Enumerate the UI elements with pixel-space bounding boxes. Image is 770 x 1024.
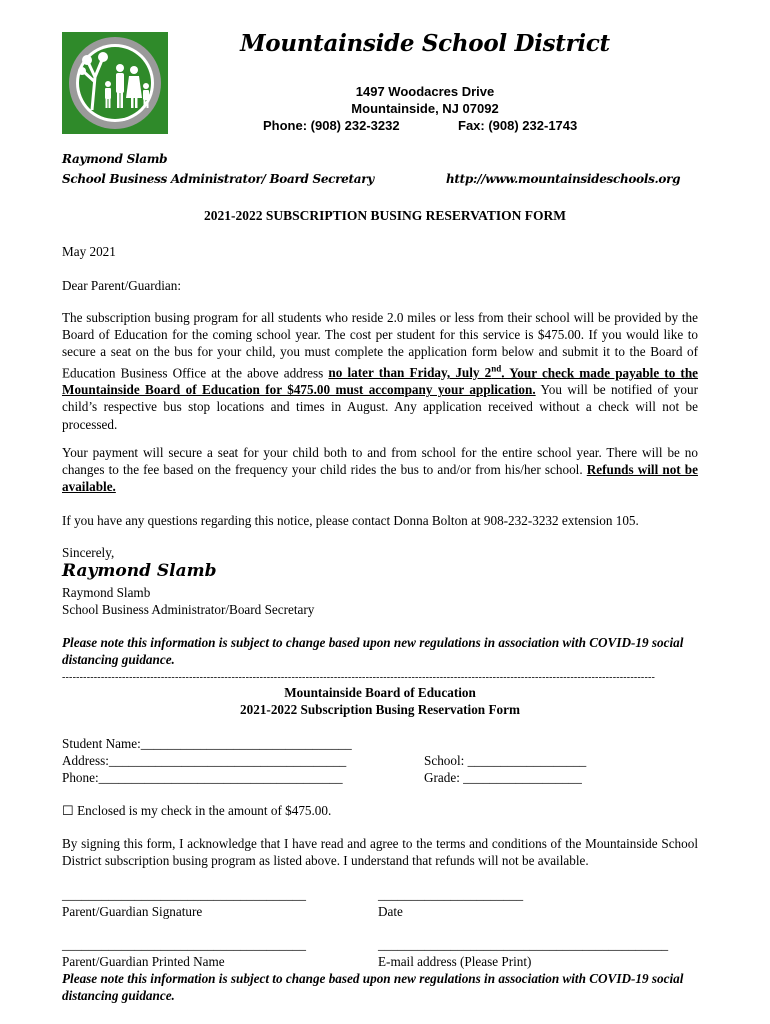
printed-name-line[interactable]: _____________________________________ xyxy=(62,937,306,952)
website-link[interactable]: http://www.mountainsideschools.org xyxy=(446,172,681,186)
signature-label: Parent/Guardian Signature xyxy=(62,904,203,919)
email-label: E-mail address (Please Print) xyxy=(378,954,532,969)
signature: Raymond Slamb xyxy=(62,561,217,581)
paragraph-2 xyxy=(62,444,698,496)
date-label: Date xyxy=(378,904,403,919)
letter-date: May 2021 xyxy=(62,244,116,259)
signer-title: School Business Administrator/Board Secretary xyxy=(62,602,315,617)
address-line-1: 1497 Woodacres Drive xyxy=(355,84,495,99)
form-heading-1: Mountainside Board of Education xyxy=(284,685,476,700)
refunds-notice: Refunds will not be available. xyxy=(62,462,698,495)
school-field[interactable]: School: __________________ xyxy=(424,753,587,768)
admin-name: Raymond Slamb xyxy=(62,152,168,166)
fax-number: Fax: (908) 232-1743 xyxy=(458,118,578,133)
paragraph-2-text: Your payment will secure a seat for your child both to and from school for the entire school year. There will be no changes to the fee based on the frequency your child rides the bus to and/or from his/her school. xyxy=(62,445,698,478)
phone-field[interactable]: Phone:_____________________________________ xyxy=(62,770,343,785)
district-name: Mountainside School District xyxy=(240,30,610,57)
closing: Sincerely, xyxy=(62,545,115,560)
check-requirement: . Your check made payable to the Mountainside Board of Education for $475.00 must accompany your application. xyxy=(62,365,699,398)
address-field[interactable]: Address:____________________________________ xyxy=(62,753,347,768)
paragraph-1-text: The subscription busing program for all students who reside 2.0 miles or less from their school will be provided by the Board of Education for the coming school year. The cost per student for this service is $475.00. If you would like to secure a seat on the bus for your child, you must complete the application form below and submit it to the Board of Education Business Office at the above address xyxy=(62,310,698,380)
cut-line-divider: ------------------------------------------------------------------------------------------------------------------------------------------------------------------------ xyxy=(62,672,656,683)
signer-name: Raymond Slamb xyxy=(62,585,151,600)
salutation: Dear Parent/Guardian: xyxy=(62,278,182,293)
admin-title: School Business Administrator/ Board Secretary xyxy=(62,172,374,186)
signature-line[interactable]: _____________________________________ xyxy=(62,887,306,902)
grade-field[interactable]: Grade: __________________ xyxy=(424,770,582,785)
district-logo xyxy=(62,32,168,134)
paragraph-1-tail: You will be notified of your child’s respective bus stop locations and times in August. Any application received without a check will not be processed. xyxy=(62,382,698,432)
agreement-text: By signing this form, I acknowledge that I have read and agree to the terms and conditions of the Mountainside School District subscription busing program as listed above. I understand that refunds will not be available. xyxy=(62,836,698,869)
printed-name-label: Parent/Guardian Printed Name xyxy=(62,954,225,969)
address-line-2: Mountainside, NJ 07092 xyxy=(351,101,499,116)
date-line[interactable]: ______________________ xyxy=(378,887,524,902)
student-name-field[interactable]: Student Name:________________________________ xyxy=(62,736,352,751)
deadline-text: no later than Friday, July 2nd xyxy=(328,363,502,380)
email-line[interactable]: ____________________________________________ xyxy=(378,937,669,952)
form-title: 2021-2022 SUBSCRIPTION BUSING RESERVATION FORM xyxy=(203,208,567,223)
covid-note-bottom: Please note this information is subject to change based upon new regulations in association with COVID-19 social distancing guidance. xyxy=(62,971,684,1004)
paragraph-1 xyxy=(62,309,698,433)
check-enclosed-checkbox[interactable]: ☐ Enclosed is my check in the amount of $475.00. xyxy=(62,803,332,818)
form-heading-2: 2021-2022 Subscription Busing Reservation Form xyxy=(240,702,520,717)
paragraph-3: If you have any questions regarding this notice, please contact Donna Bolton at 908-232-3232 extension 105. xyxy=(62,513,639,528)
phone-number: Phone: (908) 232-3232 xyxy=(263,118,400,133)
covid-note-top: Please note this information is subject to change based upon new regulations in association with COVID-19 social distancing guidance. xyxy=(62,635,684,668)
family-tree-logo-icon xyxy=(62,32,168,134)
